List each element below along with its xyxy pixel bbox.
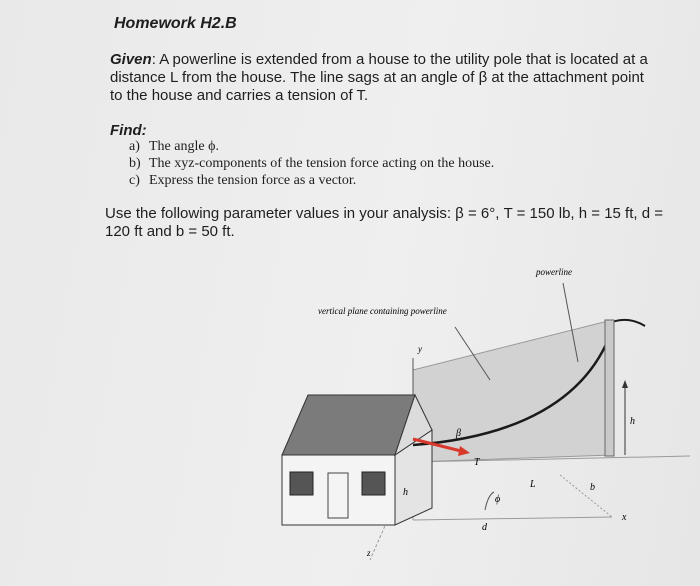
label-phi: ϕ [495, 494, 501, 505]
find-heading: Find: [110, 122, 147, 139]
house-roof [282, 395, 415, 455]
label-y: y [418, 344, 422, 354]
window-right [362, 472, 385, 495]
window-left [290, 472, 313, 495]
label-x: x [622, 512, 627, 523]
utility-pole [605, 320, 614, 456]
pole-wire [612, 320, 645, 326]
door [328, 473, 348, 518]
find-item-b: b) The xyz-components of the tension force acting on the house. [129, 156, 495, 171]
label-h-pole: h [630, 416, 635, 427]
label-beta: β [456, 428, 461, 439]
page-title: Homework H2.B [114, 15, 237, 32]
b-dimension [560, 475, 612, 517]
label-b: b [590, 482, 595, 493]
label-T: T [474, 457, 480, 468]
given-text: : A powerline is extended from a house to the utility pole that is located at a distance L from the house. The line sags at an angle of β at the attachment point to the house and carries a tension of T. [110, 51, 648, 104]
label-z: z [367, 548, 371, 558]
given-label: Given [110, 51, 152, 68]
x-axis [413, 517, 612, 520]
phi-arc [485, 492, 494, 510]
find-item-a: a) The angle ϕ. [129, 139, 219, 154]
label-L: L [530, 479, 536, 490]
label-d: d [482, 522, 487, 533]
parameter-values: Use the following parameter values in your analysis: β = 6°, T = 150 lb, h = 15 ft, d = 120 ft and b = 50 ft. [105, 205, 663, 240]
plane-label: vertical plane containing powerline [318, 306, 447, 316]
powerline-label: powerline [536, 267, 572, 277]
label-h-house: h [403, 487, 408, 498]
find-item-c: c) Express the tension force as a vector. [129, 173, 357, 188]
